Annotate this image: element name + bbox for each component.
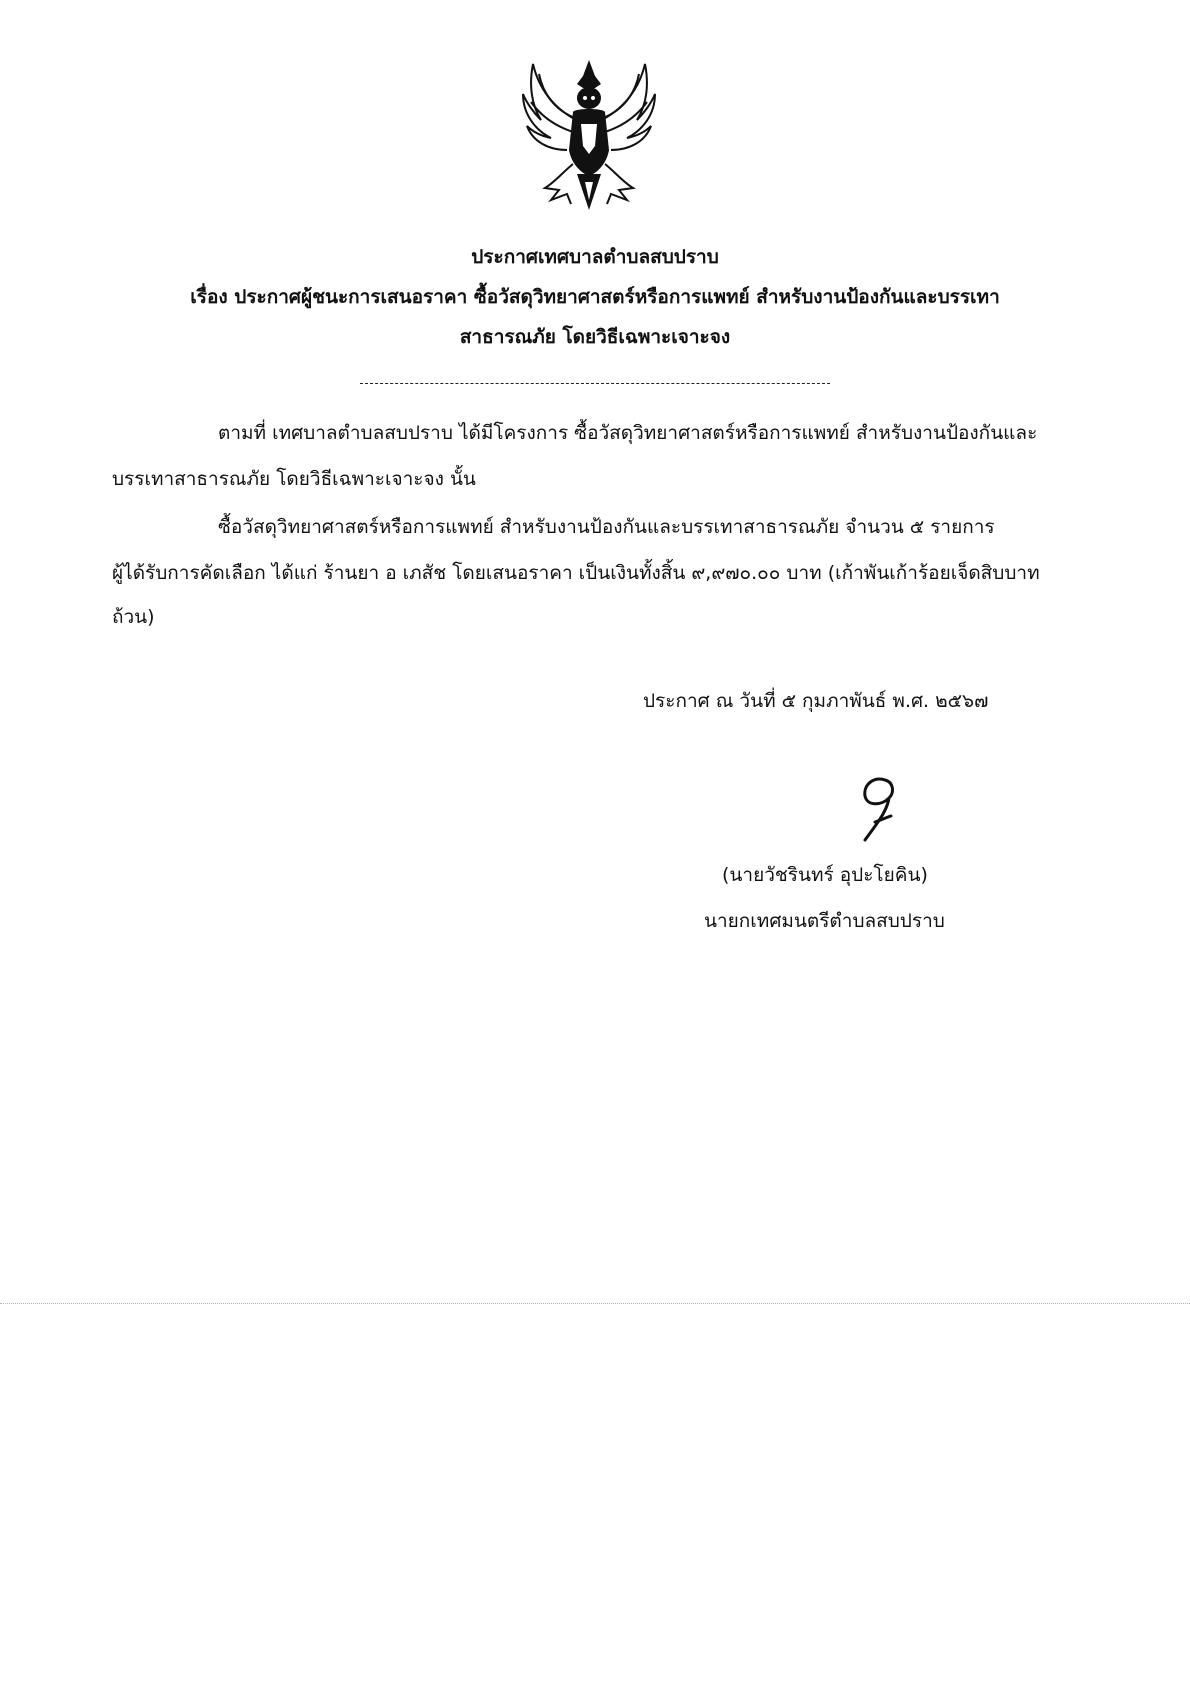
body-line-4: ผู้ได้รับการคัดเลือก ได้แก่ ร้านยา อ เภสัช โดยเสนอราคา เป็นเงินทั้งสิ้น ๙,๙๗๐.๐๐ บาท (เก้าพันเก้าร้อยเจ็ดสิบบาท	[112, 562, 1040, 584]
subject-line-2: สาธารณภัย โดยวิธีเฉพาะเจาะจง	[459, 326, 731, 348]
signer-name: (นายวัชรินทร์ อุปะโยคิน)	[722, 864, 928, 886]
header-divider	[360, 383, 830, 384]
scan-artifact-line	[0, 1303, 1190, 1304]
announcement-title: ประกาศเทศบาลตำบลสบปราบ	[471, 246, 719, 268]
body-line-3: ซื้อวัสดุวิทยาศาสตร์หรือการแพทย์ สำหรับงานป้องกันและบรรเทาสาธารณภัย จำนวน ๕ รายการ	[218, 516, 995, 538]
signature-icon	[845, 772, 915, 844]
signer-title: นายกเทศมนตรีตำบลสบปราบ	[704, 910, 945, 932]
body-line-1: ตามที่ เทศบาลตำบลสบปราบ ได้มีโครงการ ซื้อวัสดุวิทยาศาสตร์หรือการแพทย์ สำหรับงานป้องกันและ	[218, 422, 1038, 444]
garuda-emblem-icon	[515, 54, 663, 214]
body-line-2: บรรเทาสาธารณภัย โดยวิธีเฉพาะเจาะจง นั้น	[112, 468, 476, 490]
subject-line-1: เรื่อง ประกาศผู้ชนะการเสนอราคา ซื้อวัสดุวิทยาศาสตร์หรือการแพทย์ สำหรับงานป้องกันและบรรเทา	[190, 286, 1000, 308]
body-line-5: ถ้วน)	[112, 606, 155, 628]
announcement-date: ประกาศ ณ วันที่ ๕ กุมภาพันธ์ พ.ศ. ๒๕๖๗	[643, 690, 989, 712]
